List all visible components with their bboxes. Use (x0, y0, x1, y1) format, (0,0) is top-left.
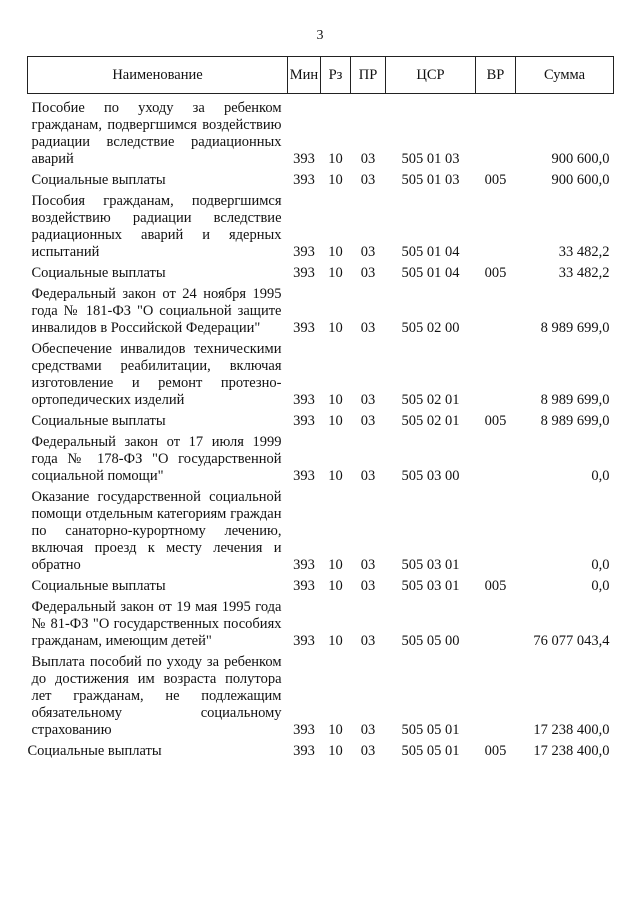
table-row (28, 434, 614, 489)
row-min: 393 (293, 468, 315, 484)
row-name: Социальные выплаты (27, 743, 162, 759)
row-sum: 8 989 699,0 (540, 320, 610, 336)
table-row (28, 599, 614, 654)
row-min: 393 (293, 578, 315, 594)
row-sum: 0,0 (591, 468, 610, 484)
row-csr: 505 02 01 (401, 392, 460, 408)
header-csr: ЦСР (386, 57, 476, 94)
row-pr: 03 (360, 633, 376, 649)
row-vr (476, 341, 516, 413)
row-csr: 505 03 00 (401, 468, 460, 484)
row-name: Выплата пособий по уходу за ребенком до достижения им возраста полутора лет гражданам, не подлежащим обязательному социальному страхованию (31, 654, 282, 738)
row-min: 393 (293, 743, 315, 759)
table-row (28, 286, 614, 341)
row-csr: 505 03 01 (401, 578, 460, 594)
row-name: Федеральный закон от 24 ноября 1995 года № 181-ФЗ "О социальной защите инвалидов в Российской Федерации" (31, 286, 282, 336)
header-vr: ВР (476, 57, 516, 94)
row-pr: 03 (360, 320, 376, 336)
page-number: 3 (316, 28, 324, 43)
row-vr (476, 599, 516, 654)
table-row (28, 94, 614, 173)
row-sum: 900 600,0 (551, 151, 610, 167)
row-min: 393 (293, 722, 315, 738)
row-vr (476, 94, 516, 173)
row-csr: 505 05 01 (401, 743, 460, 759)
row-vr: 005 (484, 413, 507, 429)
row-vr (476, 434, 516, 489)
row-csr: 505 03 01 (401, 557, 460, 573)
row-rz: 10 (328, 151, 343, 167)
row-min: 393 (293, 413, 315, 429)
row-pr: 03 (360, 578, 376, 594)
row-csr: 505 01 04 (401, 244, 460, 260)
row-sum: 76 077 043,4 (533, 633, 610, 649)
table-row (28, 193, 614, 265)
row-rz: 10 (328, 557, 343, 573)
row-sum: 0,0 (591, 578, 610, 594)
table-row (28, 578, 614, 599)
row-rz: 10 (328, 468, 343, 484)
row-pr: 03 (360, 244, 376, 260)
row-pr: 03 (360, 413, 376, 429)
row-rz: 10 (328, 722, 343, 738)
row-csr: 505 02 01 (401, 413, 460, 429)
row-rz: 10 (328, 172, 343, 188)
table-row (28, 413, 614, 434)
row-csr: 505 02 00 (401, 320, 460, 336)
header-sum: Сумма (516, 57, 614, 94)
header-pr: ПР (351, 57, 386, 94)
row-rz: 10 (328, 743, 343, 759)
row-min: 393 (293, 320, 315, 336)
row-csr: 505 01 03 (401, 172, 460, 188)
row-vr (476, 654, 516, 743)
row-sum: 33 482,2 (558, 244, 610, 260)
row-sum: 8 989 699,0 (540, 413, 610, 429)
row-sum: 17 238 400,0 (533, 722, 610, 738)
row-pr: 03 (360, 265, 376, 281)
row-pr: 03 (360, 392, 376, 408)
row-sum: 900 600,0 (551, 172, 610, 188)
table-row (28, 743, 614, 764)
row-rz: 10 (328, 633, 343, 649)
row-pr: 03 (360, 743, 376, 759)
row-rz: 10 (328, 578, 343, 594)
budget-table (27, 56, 614, 764)
row-sum: 8 989 699,0 (540, 392, 610, 408)
row-min: 393 (293, 633, 315, 649)
row-csr: 505 05 00 (401, 633, 460, 649)
row-min: 393 (293, 172, 315, 188)
row-csr: 505 05 01 (401, 722, 460, 738)
row-sum: 0,0 (591, 557, 610, 573)
row-rz: 10 (328, 265, 343, 281)
row-vr (476, 193, 516, 265)
table-row (28, 265, 614, 286)
row-min: 393 (293, 151, 315, 167)
row-name: Пособия гражданам, подвергшимся воздействию радиации вследствие радиационных аварий и ядерных испытаний (31, 193, 282, 260)
row-sum: 33 482,2 (558, 265, 610, 281)
row-rz: 10 (328, 244, 343, 260)
row-name: Социальные выплаты (31, 172, 166, 188)
header-name: Наименование (28, 57, 288, 94)
row-name: Социальные выплаты (31, 413, 166, 429)
table-row (28, 654, 614, 743)
row-min: 393 (293, 244, 315, 260)
row-name: Пособие по уходу за ребенком гражданам, подвергшимся воздействию радиации вследствие радиационных аварий (31, 100, 282, 167)
row-pr: 03 (360, 468, 376, 484)
row-min: 393 (293, 392, 315, 408)
row-pr: 03 (360, 151, 376, 167)
table-row (28, 489, 614, 578)
row-csr: 505 01 04 (401, 265, 460, 281)
row-name: Социальные выплаты (31, 578, 166, 594)
row-name: Федеральный закон от 19 мая 1995 года № 81-ФЗ "О государственных пособиях гражданам, имеющим детей" (31, 599, 282, 649)
header-row (28, 57, 614, 94)
row-min: 393 (293, 265, 315, 281)
table-row (28, 172, 614, 193)
row-pr: 03 (360, 172, 376, 188)
row-name: Социальные выплаты (31, 265, 166, 281)
row-min: 393 (293, 557, 315, 573)
row-name: Обеспечение инвалидов техническими средствами реабилитации, включая изготовление и ремонт протезно-ортопедических изделий (31, 341, 282, 408)
table-row (28, 341, 614, 413)
row-vr: 005 (484, 578, 507, 594)
row-csr: 505 01 03 (401, 151, 460, 167)
row-name: Федеральный закон от 17 июля 1999 года № 178-ФЗ "О государственной социальной помощи" (31, 434, 282, 484)
row-sum: 17 238 400,0 (533, 743, 610, 759)
header-rz: Рз (321, 57, 351, 94)
row-rz: 10 (328, 320, 343, 336)
row-vr (476, 489, 516, 578)
row-vr: 005 (484, 743, 507, 759)
row-vr: 005 (484, 172, 507, 188)
row-pr: 03 (360, 557, 376, 573)
row-vr: 005 (484, 265, 507, 281)
row-rz: 10 (328, 413, 343, 429)
row-rz: 10 (328, 392, 343, 408)
row-name: Оказание государственной социальной помощи отдельным категориям граждан по санаторно-курортному лечению, включая проезд к месту лечения и обратно (31, 489, 282, 573)
row-pr: 03 (360, 722, 376, 738)
header-min: Мин (288, 57, 321, 94)
row-vr (476, 286, 516, 341)
